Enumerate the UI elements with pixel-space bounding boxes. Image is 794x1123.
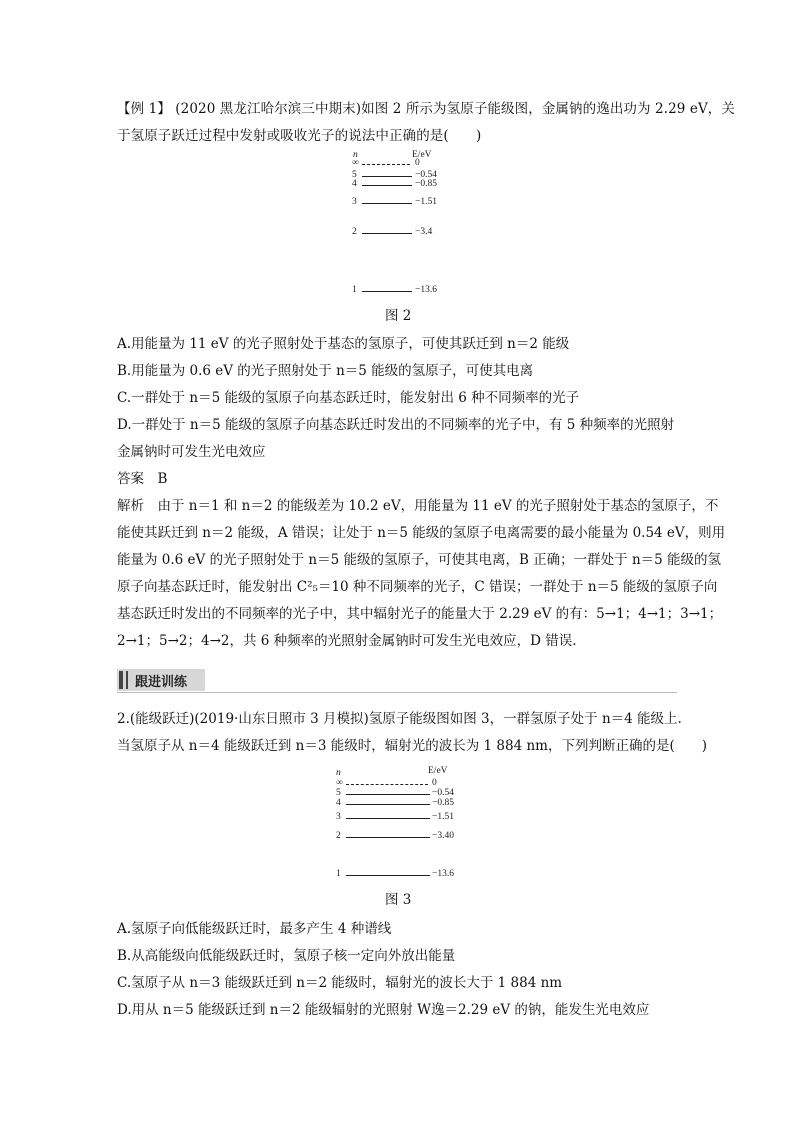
fig2-level-label: ∞: [352, 158, 359, 168]
example-line-1: 【例 1】 (2020 黑龙江哈尔滨三中期末)如图 2 所示为氢原子能级图，金属钠的逸出功为 2.29 eV，关: [117, 101, 736, 117]
figure-2-caption: 图 2: [385, 308, 412, 324]
fig3-level-energy: −3.40: [432, 831, 454, 841]
fig3-level-line-1: [346, 875, 430, 876]
fig2-level-energy: −0.85: [415, 179, 437, 189]
fig2-level-line-5: [362, 176, 412, 177]
fig2-level-energy: 0: [415, 158, 420, 168]
fig2-level-energy: −13.6: [415, 285, 437, 295]
option-c: C.一群处于 n＝5 能级的氢原子向基态跃迁时，能发射出 6 种不同频率的光子: [117, 390, 580, 406]
fig3-level-energy: −13.6: [432, 869, 454, 879]
q2-option-a: A.氢原子向低能级跃迁时，最多产生 4 种谱线: [117, 921, 392, 937]
fig3-level-label: 5: [336, 788, 341, 798]
fig2-level-line-inf: [362, 164, 410, 165]
banner-bar-decoration: [126, 671, 128, 689]
fig2-level-line-4: [362, 185, 412, 186]
fig3-level-label: 4: [336, 798, 341, 808]
fig2-level-line-3: [362, 203, 412, 204]
fig3-level-line-3: [346, 818, 430, 819]
fig2-level-energy: −0.54: [415, 170, 437, 180]
fig2-level-line-2: [362, 233, 412, 234]
q2-option-d: D.用从 n＝5 能级跃迁到 n＝2 能级辐射的光照射 W逸＝2.29 eV 的钠，能发生光电效应: [117, 1002, 650, 1018]
fig2-level-energy: −1.51: [415, 197, 437, 207]
option-d-line-2: 金属钠时可发生光电效应: [117, 444, 266, 460]
fig2-level-energy: −3.4: [415, 227, 433, 237]
fig3-level-energy: −0.54: [432, 788, 454, 798]
analysis-line-4: 原子向基态跃迁时，能发射出 C²₅＝10 种不同频率的光子，C 错误；一群处于 n＝5 能级的氢原子向: [117, 579, 718, 595]
fig3-level-energy: −1.51: [432, 812, 454, 822]
figure-3-caption: 图 3: [385, 892, 412, 908]
q2-option-c: C.氢原子从 n＝3 能级跃迁到 n＝2 能级时，辐射光的波长大于 1 884 nm: [117, 975, 563, 991]
fig3-level-label: 3: [336, 812, 341, 822]
option-b: B.用能量为 0.6 eV 的光子照射处于 n＝5 能级的氢原子，可使其电离: [117, 363, 534, 379]
fig2-level-label: 4: [352, 179, 357, 189]
analysis-line-2: 能使其跃迁到 n＝2 能级，A 错误；让处于 n＝5 能级的氢原子电离需要的最小能量为 0.54 eV，则用: [117, 525, 726, 541]
fig3-level-line-2: [346, 837, 430, 838]
fig3-level-line-4: [346, 804, 430, 805]
fig2-level-label: 5: [352, 170, 357, 180]
option-d-line-1: D.一群处于 n＝5 能级的氢原子向基态跃迁时发出的不同频率的光子中，有 5 种频率的光照射: [117, 417, 675, 433]
fig3-level-label: 2: [336, 831, 341, 841]
analysis-line-3: 能量为 0.6 eV 的光子照射处于 n＝5 能级的氢原子，可使其电离，B 正确；一群处于 n＝5 能级的氢: [117, 552, 722, 568]
fig3-level-line-inf: [346, 784, 428, 785]
banner-bar-decoration: [119, 671, 123, 689]
section-banner: [117, 669, 205, 691]
fig2-level-label: 2: [352, 227, 357, 237]
answer: 答案 B: [117, 471, 168, 487]
section-divider: [117, 692, 677, 693]
analysis-line-1: 解析 由于 n＝1 和 n＝2 的能级差为 10.2 eV，用能量为 11 eV 的光子照射处于基态的氢原子，不: [117, 498, 719, 514]
fig3-level-label: 1: [336, 869, 341, 879]
fig2-level-label: 1: [352, 285, 357, 295]
example-line-2: 于氢原子跃迁过程中发射或吸收光子的说法中正确的是( ): [117, 128, 482, 144]
fig3-n-header: n: [336, 768, 341, 778]
section-title: 跟进训练: [135, 675, 188, 690]
question-2-line-1: 2.(能级跃迁)(2019·山东日照市 3 月模拟)氢原子能级图如图 3，一群氢原子处于 n＝4 能级上.: [117, 711, 682, 727]
question-2-line-2: 当氢原子从 n＝4 能级跃迁到 n＝3 能级时，辐射光的波长为 1 884 nm，下列判断正确的是( ): [117, 738, 707, 754]
analysis-line-5: 基态跃迁时发出的不同频率的光子中，其中辐射光子的能量大于 2.29 eV 的有：5→1；4→1；3→1；: [117, 606, 723, 622]
option-a: A.用能量为 11 eV 的光子照射处于基态的氢原子，可使其跃迁到 n＝2 能级: [117, 336, 570, 352]
fig3-e-header: E/eV: [428, 766, 448, 776]
fig2-e-header: E/eV: [412, 150, 432, 160]
fig2-level-label: 3: [352, 197, 357, 207]
fig3-level-energy: −0.85: [432, 798, 454, 808]
fig3-level-line-5: [346, 794, 430, 795]
fig2-level-line-1: [362, 291, 412, 292]
fig3-level-energy: 0: [432, 778, 437, 788]
analysis-line-6: 2→1；5→2；4→2，共 6 种频率的光照射金属钠时可发生光电效应，D 错误.: [117, 633, 577, 649]
fig2-n-header: n: [353, 150, 358, 160]
q2-option-b: B.从高能级向低能级跃迁时，氢原子核一定向外放出能量: [117, 948, 456, 964]
fig3-level-label: ∞: [336, 778, 343, 788]
